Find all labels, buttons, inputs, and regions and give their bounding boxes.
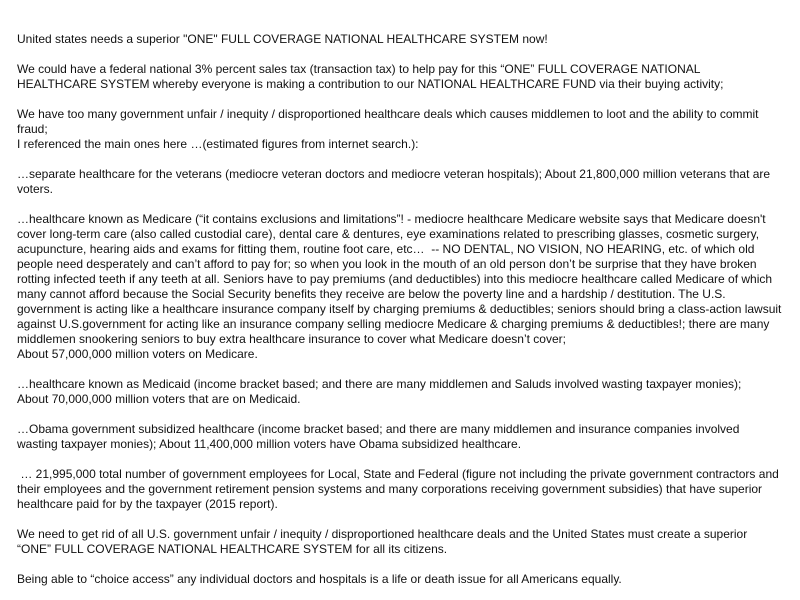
sales-tax-paragraph: We could have a federal national 3% percent sales tax (transaction tax) to help pay for this “ONE” FULL COVERAGE NATIONAL HEALTHCARE SYSTEM whereby everyone is making a contribution to our NATIONAL HEALTHCARE FUND via their buying activity;	[17, 62, 724, 91]
medicare-paragraph: …healthcare known as Medicare (“it contains exclusions and limitations”! - mediocre healthcare Medicare website says that Medicare doesn't cover long-term care (also called custodial care), dental care & dentures, eye examinations related to prescribing glasses, cosmetic surgery, acupuncture, hearing aids and exams for fitting them, routine foot care, etc… -- NO DENTAL, NO VISION, NO HEARING, etc. of which old people need desperately and can’t afford to pay for; so when you look in the mouth of an old person don’t be surprise that they have broken rotting infected teeth if any teeth at all. Seniors have to pay premiums (and deductibles) into this mediocre healthcare called Medicare of which many cannot afford because the Social Security benefits they receive are below the poverty line and a hardship / destitution. The U.S. government is acting like a healthcare insurance company itself by charging premiums & deductibles; seniors should bring a class-action lawsuit against U.S.government for acting like an insurance company selling mediocre Medicare & charging premiums & deductibles!; there are many middlemen snookering seniors to buy extra healthcare insurance to cover what Medicare doesn’t cover; About 57,000,000 million voters on Medicare.	[17, 212, 782, 361]
veterans-paragraph: …separate healthcare for the veterans (mediocre veteran doctors and mediocre veteran hospitals); About 21,800,000 million veterans that are voters.	[17, 167, 774, 196]
document-body	[17, 32, 782, 587]
headline-paragraph: United states needs a superior "ONE" FULL COVERAGE NATIONAL HEALTHCARE SYSTEM now!	[17, 32, 548, 46]
choice-access-paragraph: Being able to “choice access” any individual doctors and hospitals is a life or death issue for all Americans equally.	[17, 572, 622, 586]
conclusion-paragraph: We need to get rid of all U.S. government unfair / inequity / disproportioned healthcare deals and the United States must create a superior “ONE” FULL COVERAGE NATIONAL HEALTHCARE SYSTEM for all its citizens.	[17, 527, 751, 556]
government-employees-paragraph: … 21,995,000 total number of government employees for Local, State and Federal (figure not including the private government contractors and their employees and the government retirement pension systems and many corporations receiving government subsidies) that have superior healthcare paid for by the taxpayer (2015 report).	[17, 467, 783, 511]
medicaid-paragraph: …healthcare known as Medicaid (income bracket based; and there are many middlemen and Saluds involved wasting taxpayer monies); About 70,000,000 million voters that are on Medicaid.	[17, 377, 742, 406]
unfair-deals-paragraph: We have too many government unfair / inequity / disproportioned healthcare deals which causes middlemen to loot and the ability to commit fraud; I referenced the main ones here …(estimated figures from internet search.):	[17, 107, 759, 151]
obama-subsidized-paragraph: …Obama government subsidized healthcare (income bracket based; and there are many middlemen and insurance companies involved wasting taxpayer monies); About 11,400,000 million voters have Obama subsidized healthcare.	[17, 422, 743, 451]
